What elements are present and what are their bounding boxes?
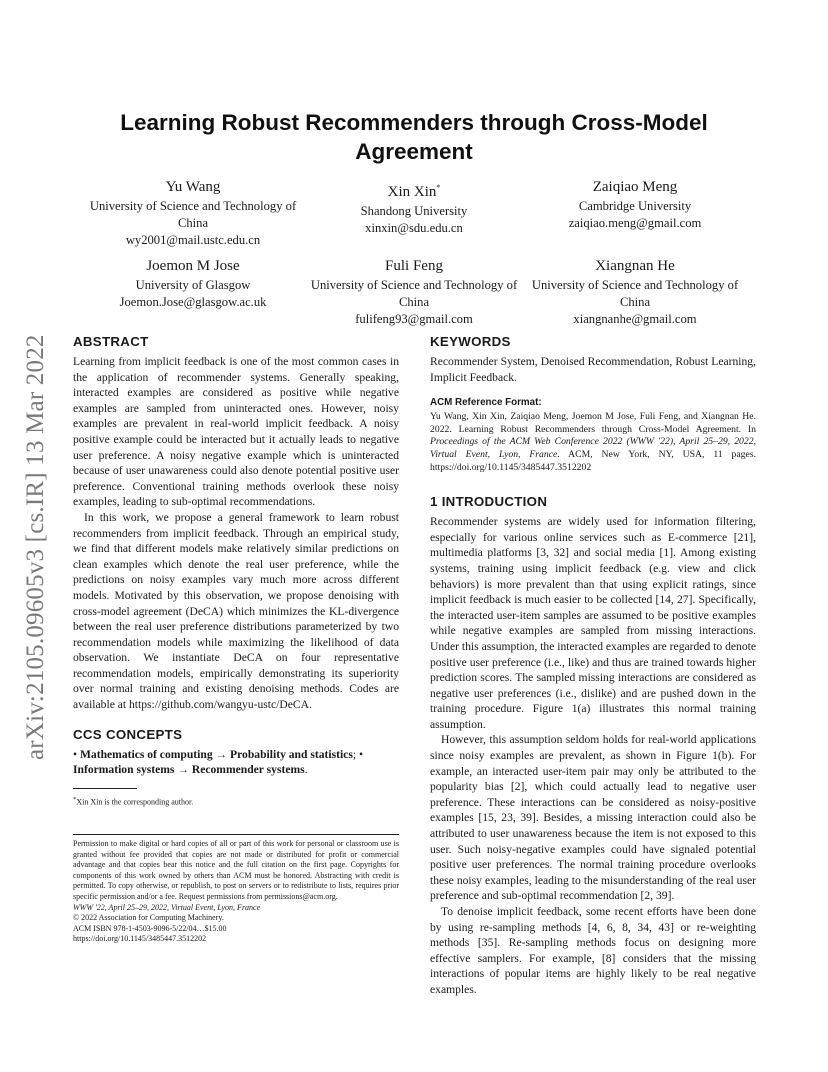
permission-block <box>73 839 399 945</box>
acm-ref-heading: ACM Reference Format: <box>430 397 542 409</box>
author-email: zaiqiao.meng@gmail.com <box>568 215 702 230</box>
ccs-term: Information systems <box>73 763 175 777</box>
author-email: fulifeng93@gmail.com <box>355 311 473 326</box>
doi-line: https://doi.org/10.1145/3485447.3512202 <box>73 934 207 944</box>
author-affiliation: University of Science and Technology of China <box>531 278 739 309</box>
author-email: xiangnanhe@gmail.com <box>573 311 697 326</box>
author-name: Xiangnan He <box>595 258 675 274</box>
author-block <box>305 256 523 327</box>
author-affiliation: University of Science and Technology of China <box>89 199 297 230</box>
ccs-term: Recommender systems <box>191 763 305 777</box>
copyright-line: © 2022 Association for Computing Machinery. <box>73 913 224 923</box>
introduction-heading: 1 INTRODUCTION <box>430 494 548 510</box>
abstract-heading: ABSTRACT <box>73 334 149 349</box>
author-block <box>84 177 302 248</box>
author-block <box>84 256 302 311</box>
acm-ref-text: Yu Wang, Xin Xin, Zaiqiao Meng, Joemon M Jose, Fuli Feng, and Xiangnan He. 2022. Learning Robust Recommenders through Cross-Model Agreement. In Proceedings of the ACM Web Conference 2022 (WWW '22), April 25–29, 2022, Virtual Event, Lyon, France. ACM, New York, NY, USA, 11 pages. https://doi.org/10.1145/3485447.3512202 <box>430 411 757 473</box>
conference-line: WWW '22, April 25–29, 2022, Virtual Event, Lyon, France <box>73 902 261 912</box>
ccs-term: Mathematics of computing <box>79 747 213 761</box>
author-name: Fuli Feng <box>385 258 443 274</box>
intro-paragraph-3: To denoise implicit feedback, some recent efforts have been done by using re-sampling methods [4, 6, 8, 34, 43] or re-weighting methods [35]. Re-sampling methods focus on designing more effective samplers. For example, [8] considers that the missing interactions of popular items are highly likely to be real negative examples. <box>430 905 756 996</box>
author-name: Zaiqiao Meng <box>592 179 678 195</box>
ccs-heading: CCS CONCEPTS <box>73 726 183 742</box>
author-affiliation: University of Glasgow <box>135 278 251 292</box>
permission-text: Permission to make digital or hard copies of all or part of this work for personal or classroom use is granted without fee provided that copies are not made or distributed for profit or commercial advantage and that copies bear this notice and the full citation on the first page. Copyrights for components of this work owned by others than ACM must be honored. Abstracting with credit is permitted. To copy otherwise, or republish, to post on servers or to redistribute to lists, requires prior specific permission and/or a fee. Request permissions from permissions@acm.org. <box>73 839 399 901</box>
ccs-concepts-text: • Mathematics of computing → Probability and statistics; • Information systems → Recommender systems. <box>73 747 364 777</box>
author-name: Joemon M Jose <box>146 258 240 274</box>
intro-paragraph-2: However, this assumption seldom holds for real-world applications since noisy examples are prevalent, as shown in Figure 1(b). For example, an interacted user-item pair may only be attributed to the popularity bias [2], which could actually lead to negative user preference. These interactions can be considered as noisy-positive examples [15, 23, 39]. Besides, a missing interaction could also be attributed to user unawareness because the item is not exposed to this user. Such noisy-negative examples could have signaled potential positive user preferences. The normal training procedure overlooks these noisy examples, leading to the misunderstanding of the real user preference and sub-optimal recommendation [2, 39]. <box>430 733 756 903</box>
right-column <box>430 333 756 998</box>
author-email: Joemon.Jose@glasgow.ac.uk <box>119 294 267 309</box>
corresponding-mark: * <box>436 183 441 192</box>
author-block <box>526 177 744 232</box>
author-email: wy2001@mail.ustc.edu.cn <box>125 232 261 247</box>
paper-title: Learning Robust Recommenders through Cross-Model Agreement <box>120 110 708 164</box>
footnote-rule <box>73 788 137 789</box>
left-column <box>73 333 399 778</box>
arxiv-stamp <box>14 290 49 760</box>
author-affiliation: Shandong University <box>360 204 468 218</box>
ccs-term: Probability and statistics <box>230 747 353 761</box>
keywords-text: Recommender System, Denoised Recommendation, Robust Learning, Implicit Feedback. <box>430 355 756 384</box>
permission-rule <box>73 834 399 835</box>
author-name: Xin Xin <box>387 184 437 200</box>
author-block <box>526 256 744 327</box>
arxiv-stamp-text: arXiv:2105.09605v3 [cs.IR] 13 Mar 2022 <box>22 334 49 760</box>
keywords-heading: KEYWORDS <box>430 334 511 349</box>
intro-paragraph-1: Recommender systems are widely used for information filtering, especially for various online services such as E-commerce [21], multimedia platforms [3, 32] and social media [1]. Among existing systems, training using implicit feedback (e.g. view and click behaviors) is more prevalent than that using explicit ratings, since implicit feedback is much easier to be collected [14, 27]. Specifically, the interacted user-item samples are assumed to be positive examples while negative examples are sampled from missing interactions. Under this assumption, the interacted examples are regarded to denote positive user preference (i.e., like) and thus are trained towards higher prediction scores. The sampled missing interactions are considered as negative user preferences (i.e., dislike) and are pushed down in the training procedure. Figure 1(a) illustrates this normal training assumption. <box>430 515 756 731</box>
author-email: xinxin@sdu.edu.cn <box>365 220 463 235</box>
author-block <box>305 177 523 237</box>
corresponding-footnote: *Xin Xin is the corresponding author. <box>73 796 194 807</box>
author-affiliation: University of Science and Technology of China <box>310 278 518 309</box>
abstract-paragraph-1: Learning from implicit feedback is one of the most common cases in the application of recommender systems. Generally speaking, interacted examples are considered as positive while negative examples are sampled from uninteracted ones. However, noisy examples are prevalent in real-world implicit feedback. A noisy positive example could be interacted but it actually leads to negative user preference. A noisy negative example which is uninteracted because of user unawareness could also denote potential positive user preference. Conventional training methods overlook these noisy examples, leading to sub-optimal recommendations. <box>73 355 399 509</box>
author-name: Yu Wang <box>165 179 221 195</box>
abstract-paragraph-2: In this work, we propose a general framework to learn robust recommenders from implicit feedback. Through an empirical study, we find that different models make relatively similar predictions on clean examples which denote the real user preference, while the predictions on noisy examples vary much more across different models. Motivated by this observation, we propose denoising with cross-model agreement (DeCA) which minimizes the KL-divergence between the real user preference distributions parameterized by two recommendation models while maximizing the likelihood of data observation. We instantiate DeCA on four representative recommendation models, empirically demonstrating its superiority over normal training and existing denoising methods. Codes are available at https://github.com/wangyu-ustc/DeCA. <box>73 510 399 712</box>
isbn-line: ACM ISBN 978-1-4503-9096-5/22/04…$15.00 <box>73 923 227 933</box>
author-affiliation: Cambridge University <box>578 199 692 213</box>
